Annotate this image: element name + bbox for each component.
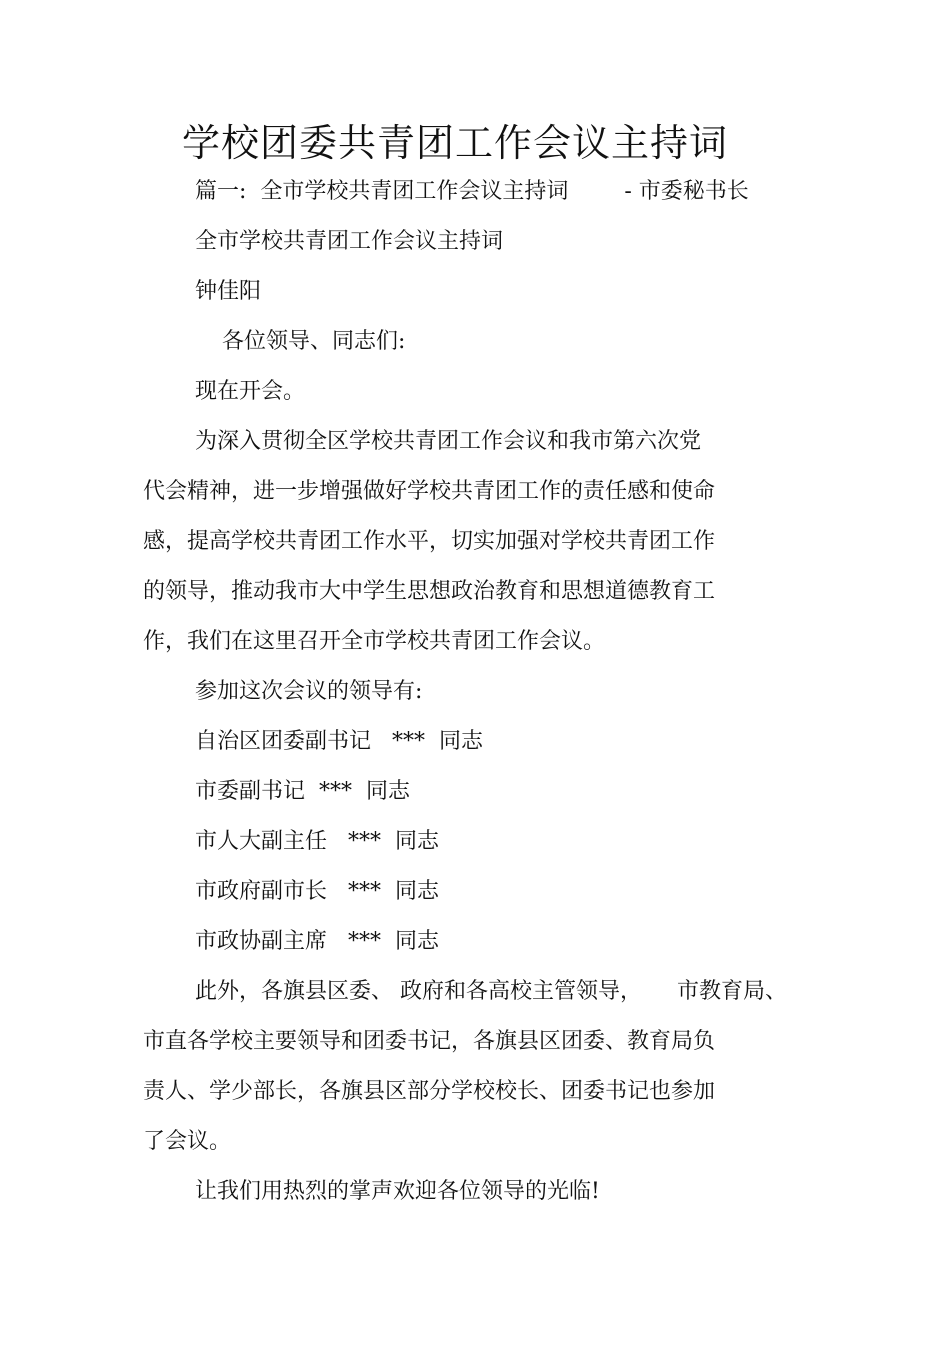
- text-line: 市委副书记 *** 同志: [195, 779, 410, 804]
- text-line: 各位领导、同志们:: [222, 329, 406, 354]
- text-line: 市政协副主席 *** 同志: [195, 929, 439, 954]
- text-line: 责人、学少部长，各旗县区部分学校校长、团委书记也参加: [143, 1079, 716, 1104]
- text-line: 市政府副市长 *** 同志: [195, 879, 439, 904]
- text-line: 感，提高学校共青团工作水平，切实加强对学校共青团工作: [143, 529, 716, 554]
- text-line: 参加这次会议的领导有:: [195, 679, 423, 704]
- text-line: 篇一: 全市学校共青团工作会议主持词 - 市委秘书长: [195, 179, 749, 204]
- text-line: 为深入贯彻全区学校共青团工作会议和我市第六次党: [195, 429, 702, 454]
- text-line: 市直各学校主要领导和团委书记，各旗县区团委、教育局负: [143, 1029, 716, 1054]
- text-line: 自治区团委副书记 *** 同志: [195, 729, 483, 754]
- text-line: 全市学校共青团工作会议主持词: [195, 229, 504, 254]
- text-line: 了会议。: [143, 1129, 232, 1154]
- text-line: 市人大副主任 *** 同志: [195, 829, 439, 854]
- text-line: 让我们用热烈的掌声欢迎各位领导的光临!: [195, 1179, 600, 1204]
- text-line: 此外，各旗县区委、 政府和各高校主管领导， 市教育局、: [195, 979, 787, 1004]
- text-line: 代会精神，进一步增强做好学校共青团工作的责任感和使命: [143, 479, 716, 504]
- text-line: 的领导，推动我市大中学生思想政治教育和思想道德教育工: [143, 579, 716, 604]
- document-title: 学校团委共青团工作会议主持词: [181, 121, 728, 165]
- text-line: 钟佳阳: [195, 279, 262, 304]
- text-line: 作，我们在这里召开全市学校共青团工作会议。: [143, 629, 606, 654]
- text-line: 现在开会。: [195, 379, 306, 404]
